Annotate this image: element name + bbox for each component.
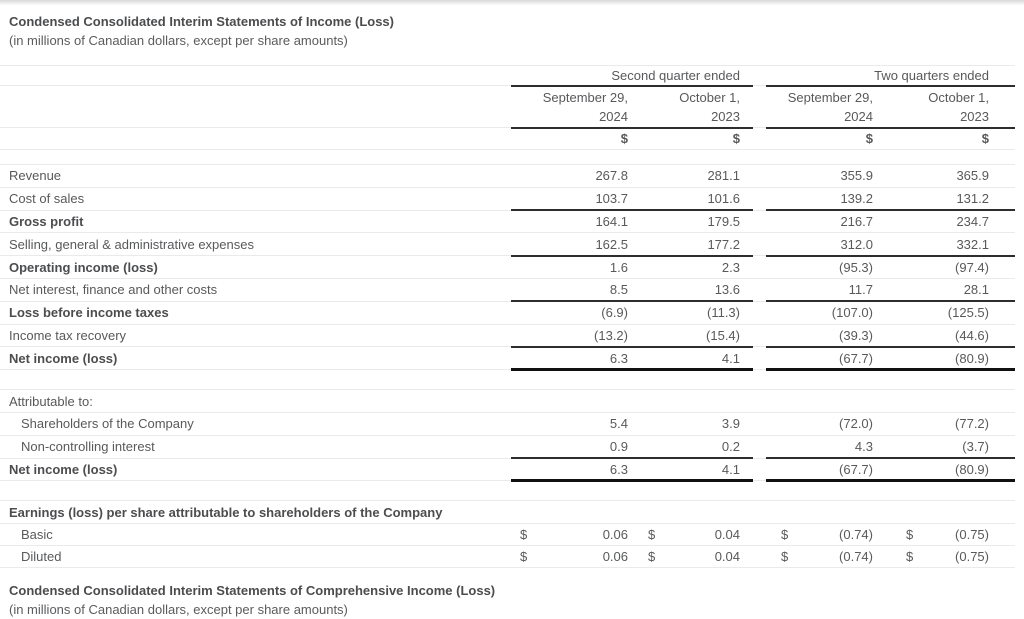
table-row <box>0 459 1015 482</box>
table-body <box>0 165 1015 568</box>
rule-dark <box>766 209 1015 211</box>
value-cell: 4.1 <box>721 461 740 477</box>
value-cell: 101.6 <box>707 191 740 207</box>
value-cell: (3.7) <box>962 439 989 455</box>
row-label: Gross profit <box>9 213 84 229</box>
value-cell: (13.2) <box>594 327 628 343</box>
rule-dark <box>511 209 753 211</box>
cell-value: (0.75) <box>955 526 989 542</box>
table-row <box>0 188 1015 211</box>
table-row <box>0 436 1015 459</box>
rule-dark <box>766 85 1015 87</box>
column-header-q2-2024: September 29, 2024 <box>542 90 628 124</box>
value-cell <box>511 527 636 542</box>
column-header-q2-2023: October 1, 2023 <box>679 90 740 124</box>
row-label: Net income (loss) <box>9 350 118 366</box>
value-cell: 13.6 <box>714 282 740 298</box>
row-label: Net income (loss) <box>9 461 118 477</box>
value-cell: 281.1 <box>707 168 740 184</box>
currency-symbol: $ <box>620 131 628 146</box>
value-cell: 139.2 <box>840 191 873 207</box>
value-cell: (125.5) <box>947 305 989 321</box>
value-cell: 162.5 <box>595 236 628 252</box>
income-statement-table <box>0 65 1015 568</box>
rule-dark <box>766 300 1015 302</box>
rule-dark <box>766 346 1015 348</box>
value-cell: 365.9 <box>956 168 989 184</box>
value-cell: 164.1 <box>595 213 628 229</box>
spacer-row <box>0 150 1015 165</box>
table-row <box>0 233 1015 256</box>
column-header-ytd-2024: September 29, 2024 <box>787 90 873 124</box>
rule-thick <box>766 479 1015 482</box>
value-cell: 179.5 <box>707 213 740 229</box>
rule-dark <box>766 457 1015 459</box>
value-cell: 216.7 <box>840 213 873 229</box>
currency-symbol: $ <box>906 526 914 542</box>
value-cell: 234.7 <box>956 213 989 229</box>
value-cell: (72.0) <box>839 416 873 432</box>
table-row <box>0 165 1015 188</box>
table-row <box>0 390 1015 413</box>
cell-value: 0.06 <box>602 526 628 542</box>
value-cell <box>885 549 1015 564</box>
footer-subtitle: (in millions of Canadian dollars, except per share amounts) <box>9 602 348 618</box>
currency-symbol: $ <box>732 131 740 146</box>
currency-symbol: $ <box>865 131 873 146</box>
footer-title: Condensed Consolidated Interim Statements of Comprehensive Income (Loss) <box>9 583 496 599</box>
table-row <box>0 524 1015 546</box>
rule-dark <box>766 127 1015 129</box>
value-cell: 267.8 <box>595 168 628 184</box>
cell-value: (0.75) <box>955 549 989 565</box>
table-row <box>0 279 1015 302</box>
rule-dark <box>511 255 753 257</box>
value-cell <box>885 527 1015 542</box>
value-cell: 2.3 <box>721 259 740 275</box>
value-cell: 6.3 <box>609 461 628 477</box>
cell-value: 0.04 <box>714 549 740 565</box>
value-cell <box>511 549 636 564</box>
value-cell: (95.3) <box>839 259 873 275</box>
currency-symbol: $ <box>981 131 989 146</box>
footer-block <box>0 568 1024 619</box>
value-cell: (67.7) <box>839 461 873 477</box>
row-label: Selling, general & administrative expenses <box>9 236 254 252</box>
gap-row <box>0 370 1015 390</box>
row-label: Basic <box>21 526 53 542</box>
value-cell: 0.2 <box>721 439 740 455</box>
value-cell: (80.9) <box>955 350 989 366</box>
rule-dark <box>511 457 753 459</box>
row-label: Attributable to: <box>9 393 93 409</box>
row-label: Shareholders of the Company <box>21 416 194 432</box>
page-title: Condensed Consolidated Interim Statements of Income (Loss) <box>9 14 394 29</box>
group-header-row <box>0 66 1015 86</box>
value-cell: (6.9) <box>601 305 628 321</box>
table-row <box>0 546 1015 568</box>
value-cell: (39.3) <box>839 327 873 343</box>
group-header-two-quarters: Two quarters ended <box>874 68 989 83</box>
currency-symbol: $ <box>648 526 656 542</box>
gap-row <box>0 481 1015 501</box>
rule-thick <box>511 479 753 482</box>
row-label: Cost of sales <box>9 191 85 207</box>
currency-symbol: $ <box>520 526 528 542</box>
value-cell: 103.7 <box>595 191 628 207</box>
currency-symbol: $ <box>781 549 789 565</box>
rule-dark <box>511 127 753 129</box>
value-cell: 355.9 <box>840 168 873 184</box>
title-block <box>0 5 1024 50</box>
value-cell: 332.1 <box>956 236 989 252</box>
row-label: Earnings (loss) per share attributable to shareholders of the Company <box>9 504 443 520</box>
currency-symbol: $ <box>520 549 528 565</box>
value-cell: 28.1 <box>963 282 989 298</box>
value-cell <box>636 527 753 542</box>
table-row <box>0 302 1015 325</box>
cell-value: 0.06 <box>602 549 628 565</box>
value-cell: (15.4) <box>706 327 740 343</box>
row-label: Non-controlling interest <box>21 439 155 455</box>
table-row <box>0 347 1015 370</box>
value-cell: (67.7) <box>839 350 873 366</box>
value-cell: 1.6 <box>609 259 628 275</box>
column-header-ytd-2023: October 1, 2023 <box>928 90 989 124</box>
row-label: Net interest, finance and other costs <box>9 282 218 298</box>
value-cell: 177.2 <box>707 236 740 252</box>
value-cell: (97.4) <box>955 259 989 275</box>
row-label: Income tax recovery <box>9 327 127 343</box>
row-label: Operating income (loss) <box>9 259 158 275</box>
rule-dark <box>511 85 753 87</box>
value-cell: 3.9 <box>721 416 740 432</box>
value-cell: 4.1 <box>721 350 740 366</box>
rule-dark <box>766 255 1015 257</box>
currency-symbol: $ <box>781 526 789 542</box>
page-subtitle: (in millions of Canadian dollars, except per share amounts) <box>9 33 348 48</box>
rule-dark <box>511 346 753 348</box>
table-row <box>0 256 1015 279</box>
group-header-second-quarter: Second quarter ended <box>611 68 740 83</box>
value-cell: 0.9 <box>609 439 628 455</box>
rule-thick <box>511 368 753 371</box>
cell-value: (0.74) <box>839 526 873 542</box>
table-row <box>0 413 1015 436</box>
currency-symbol: $ <box>906 549 914 565</box>
value-cell: (80.9) <box>955 461 989 477</box>
value-cell: 312.0 <box>840 236 873 252</box>
currency-symbol: $ <box>648 549 656 565</box>
table-row <box>0 211 1015 234</box>
value-cell: 11.7 <box>848 282 873 298</box>
cell-value: (0.74) <box>839 549 873 565</box>
value-cell: (11.3) <box>707 305 740 321</box>
value-cell: 8.5 <box>609 282 628 298</box>
value-cell <box>766 549 885 564</box>
row-label: Revenue <box>9 168 62 184</box>
rule-thick <box>766 368 1015 371</box>
value-cell: 5.4 <box>609 416 628 432</box>
value-cell <box>766 527 885 542</box>
value-cell: (44.6) <box>955 327 989 343</box>
row-label: Diluted <box>21 549 62 565</box>
value-cell: 131.2 <box>956 191 989 207</box>
row-label: Loss before income taxes <box>9 305 169 321</box>
date-header-row <box>0 86 1015 128</box>
table-row <box>0 325 1015 348</box>
table-row <box>0 501 1015 523</box>
value-cell: 6.3 <box>609 350 628 366</box>
value-cell: (107.0) <box>831 305 873 321</box>
currency-header-row <box>0 128 1015 150</box>
value-cell: 4.3 <box>854 439 873 455</box>
rule-dark <box>511 300 753 302</box>
value-cell <box>636 549 753 564</box>
value-cell: (77.2) <box>955 416 989 432</box>
cell-value: 0.04 <box>714 526 740 542</box>
